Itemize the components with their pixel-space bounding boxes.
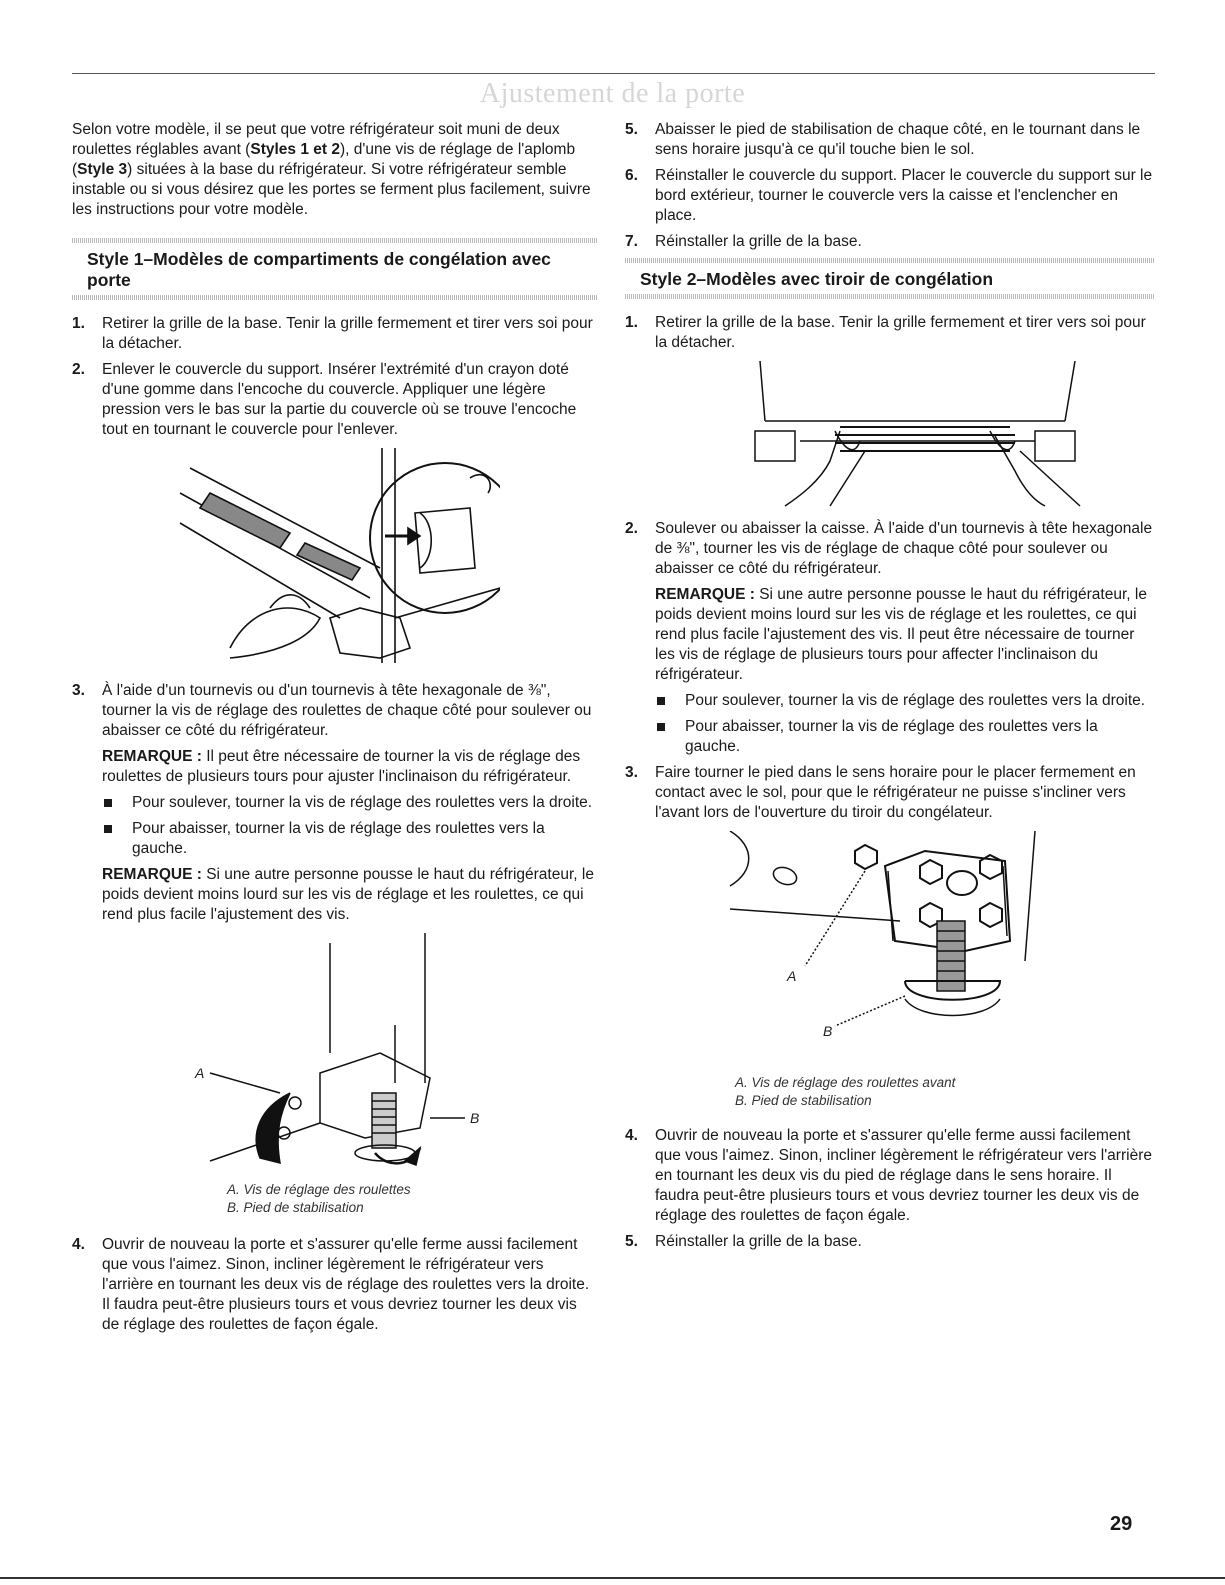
section-divider: [625, 258, 1155, 263]
note-text: Si une autre personne pousse le haut du réfrigérateur, le poids devient moins lourd sur les vis de réglage et les roulettes, ce qui rend plus facile l'ajustement des vis. Il peut être nécessaire de tourner les vis de réglage de plusieurs tours pour affecter l'inclinaison du réfrigérateur.: [655, 586, 1147, 683]
caption-a: A. Vis de réglage des roulettes: [227, 1182, 411, 1197]
left-column: [72, 120, 597, 1341]
top-rule: [72, 73, 1155, 74]
style2-step-3: [625, 763, 1155, 823]
note-label: REMARQUE :: [655, 586, 755, 603]
intro-paragraph: [72, 120, 597, 220]
bullet-lower: Pour abaisser, tourner la vis de réglage des roulettes vers la gauche.: [102, 819, 597, 859]
style2-step-5: [625, 1232, 1155, 1252]
style1-heading: Style 1–Modèles de compartiments de congélation avec porte: [87, 249, 551, 290]
page-number: 29: [1110, 1513, 1133, 1535]
step-number: 4.: [625, 1127, 638, 1144]
step-number: 3.: [625, 764, 638, 781]
caption-b: B. Pied de stabilisation: [735, 1093, 872, 1108]
note-text: Il peut être nécessaire de tourner la vis de réglage des roulettes de plusieurs tours pour ajuster l'inclinaison du réfrigérateur.: [102, 748, 581, 785]
step-text: Ouvrir de nouveau la porte et s'assurer qu'elle ferme aussi facilement que vous l'aimez. Sinon, incliner légèrement le réfrigérateur vers l'arrière en tournant les deux vis du pied de réglage dans le sens horaire. Il faudra peut-être plusieurs tours et vous devriez tourner les deux vis de réglage des roulettes de façon égale.: [655, 1127, 1152, 1224]
grille-removal-illustration: [690, 361, 1090, 511]
note: [655, 585, 1155, 685]
style2-heading: Style 2–Modèles avec tiroir de congélation: [640, 269, 994, 289]
note-2: [102, 865, 597, 925]
step-text: Faire tourner le pied dans le sens horaire pour le placer fermement en contact avec le sol, pour que le réfrigérateur ne puisse s'incliner vers l'avant lors de l'ouverture du tiroir du congélateur.: [655, 764, 1136, 821]
bottom-rule: [0, 1577, 1225, 1579]
note-1: [102, 747, 597, 787]
cover-removal-illustration: [170, 448, 500, 673]
step-text: Soulever ou abaisser la caisse. À l'aide d'un tournevis à tête hexagonale de ⅜", tourner les vis de réglage de chaque côté pour soulever ou abaisser ce côté du réfrigérateur.: [655, 520, 1153, 577]
right-column: [625, 120, 1155, 1258]
bullet-list: [102, 793, 597, 859]
right-figure-caption: [735, 1074, 1155, 1110]
step-number: 6.: [625, 167, 638, 184]
style1-final-step: [72, 1235, 597, 1335]
step-4: [72, 1235, 597, 1335]
step-text: À l'aide d'un tournevis ou d'un tournevis à tête hexagonale de ⅜", tourner la vis de réglage des roulettes de chaque côté pour soulever ou abaisser ce côté du réfrigérateur.: [102, 682, 592, 739]
step-5: [625, 120, 1155, 160]
intro-text-1: Selon votre modèle, il se peut que votre réfrigérateur soit muni de deux roulettes réglables avant (: [72, 121, 560, 158]
step-text: Retirer la grille de la base. Tenir la grille fermement et tirer vers soi pour la détacher.: [655, 314, 1146, 351]
step-text: Réinstaller le couvercle du support. Placer le couvercle du support sur le bord extérieur, tourner le couvercle vers la caisse et l'enclencher en place.: [655, 167, 1153, 224]
roller-adjustment-illustration: [180, 933, 490, 1173]
intro-text-2: ), d'une vis de réglage de l'aplomb (: [72, 141, 576, 178]
step-text: Abaisser le pied de stabilisation de chaque côté, en le tournant dans le sens horaire jusqu'à ce qu'il touche bien le sol.: [655, 121, 1141, 158]
intro-bold-1: Styles 1 et 2: [250, 141, 340, 158]
style2-step-1: [625, 313, 1155, 353]
figure-label-a: A: [787, 968, 797, 984]
note-label: REMARQUE :: [102, 748, 202, 765]
step-2: [72, 360, 597, 440]
style2-step-2: [625, 519, 1155, 757]
step-number: 2.: [72, 361, 85, 378]
step-number: 5.: [625, 121, 638, 138]
style2-steps-cont: [625, 519, 1155, 823]
step-text: Enlever le couvercle du support. Insérer l'extrémité d'un crayon doté d'une gomme dans l'encoche du couvercle. Appliquer une légère pression vers le bas sur la partie du couvercle où se trouve l'encoche tout en tournant le couvercle pour l'enlever.: [102, 361, 577, 438]
step-text: Réinstaller la grille de la base.: [655, 1233, 862, 1250]
style1-steps: [72, 314, 597, 440]
page-title: Ajustement de la porte: [479, 78, 746, 109]
step-text: Retirer la grille de la base. Tenir la grille fermement et tirer vers soi pour la détacher.: [102, 315, 593, 352]
style2-steps: [625, 313, 1155, 353]
step-1: [72, 314, 597, 354]
step-number: 7.: [625, 233, 638, 250]
note-text: Si une autre personne pousse le haut du réfrigérateur, le poids devient moins lourd sur les vis de réglage et les roulettes, ce qui rend plus facile l'ajustement des vis.: [102, 866, 594, 923]
figure-label-b: B: [469, 1110, 479, 1126]
step-number: 1.: [625, 314, 638, 331]
step-number: 2.: [625, 520, 638, 537]
bullet-list: [655, 691, 1155, 757]
section-divider: [625, 294, 1155, 299]
step-3: [72, 681, 597, 925]
step-text: Réinstaller la grille de la base.: [655, 233, 862, 250]
step-text: Ouvrir de nouveau la porte et s'assurer qu'elle ferme aussi facilement que vous l'aimez. Sinon, incliner légèrement le réfrigérateur vers l'arrière en tournant les deux vis de réglage des roulettes vers la droite. Il faudra peut-être plusieurs tours et vous devriez tourner les deux vis de réglage des roulettes de façon égale.: [102, 1236, 590, 1333]
section-divider: [72, 238, 597, 243]
caption-b: B. Pied de stabilisation: [227, 1200, 364, 1215]
left-figure-caption: [227, 1181, 597, 1217]
note-label: REMARQUE :: [102, 866, 202, 883]
section-divider: [72, 295, 597, 300]
style1-steps-cont: [72, 681, 597, 925]
style1-steps-continued: [625, 120, 1155, 252]
step-number: 1.: [72, 315, 85, 332]
bullet-lower: Pour abaisser, tourner la vis de réglage des roulettes vers la gauche.: [655, 717, 1155, 757]
step-number: 4.: [72, 1236, 85, 1253]
style2-final-steps: [625, 1126, 1155, 1252]
intro-bold-2: Style 3: [77, 161, 128, 178]
intro-text-3: ) situées à la base du réfrigérateur. Si votre réfrigérateur semble instable ou si vous désirez que les portes se ferment plus facilement, suivre les instructions pour votre modèle.: [72, 161, 591, 218]
step-number: 3.: [72, 682, 85, 699]
step-6: [625, 166, 1155, 226]
figure-label-a: A: [194, 1065, 204, 1081]
step-number: 5.: [625, 1233, 638, 1250]
bullet-raise: Pour soulever, tourner la vis de réglage des roulettes vers la droite.: [102, 793, 597, 813]
figure-label-b: B: [823, 1023, 833, 1039]
stabilizer-foot-illustration: [725, 831, 1055, 1066]
bullet-raise: Pour soulever, tourner la vis de réglage des roulettes vers la droite.: [655, 691, 1155, 711]
step-7: [625, 232, 1155, 252]
caption-a: A. Vis de réglage des roulettes avant: [735, 1075, 956, 1090]
style2-step-4: [625, 1126, 1155, 1226]
